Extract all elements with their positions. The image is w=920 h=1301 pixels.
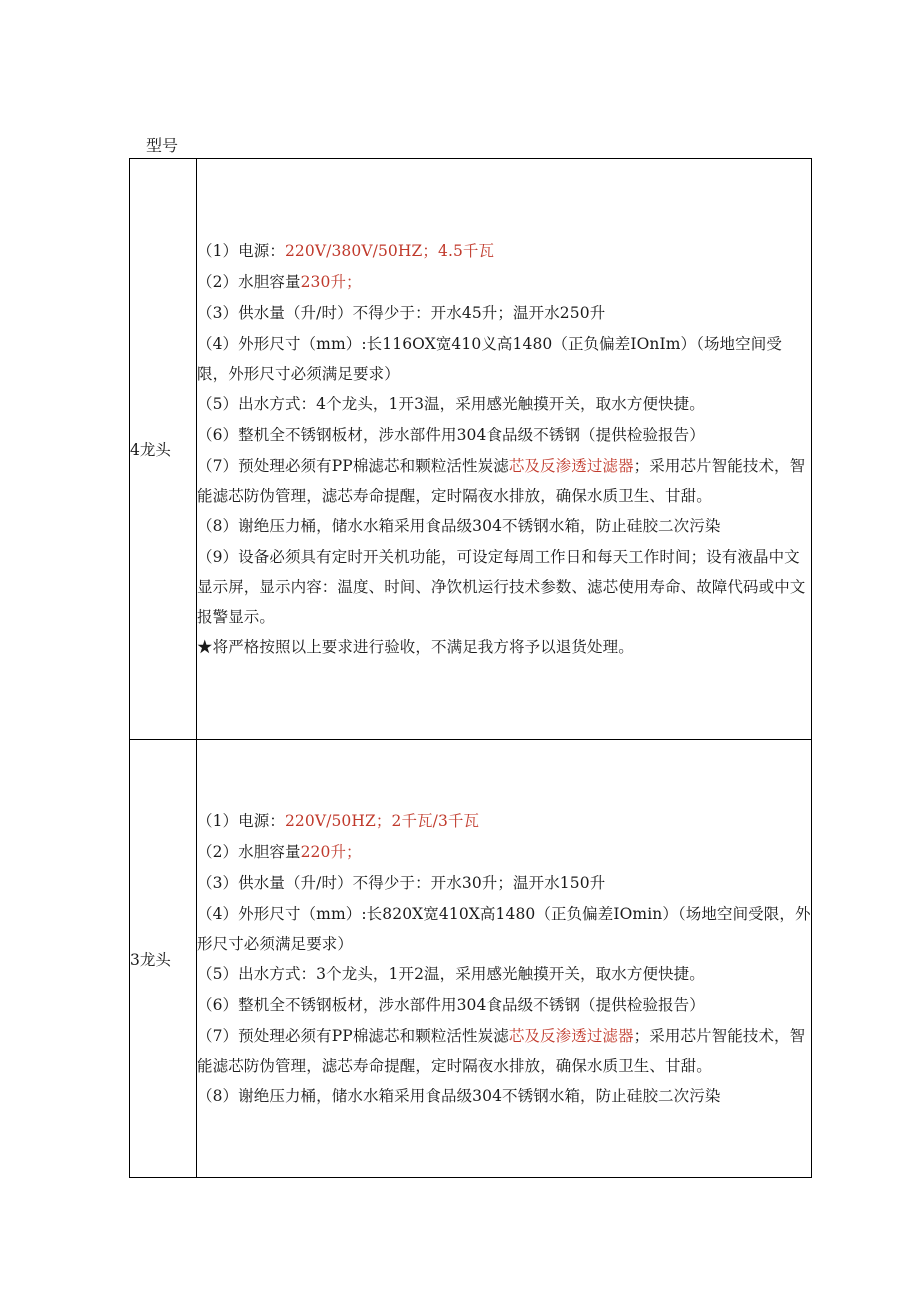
- highlight-text: 220V/50HZ；2千瓦/3千瓦: [284, 811, 480, 830]
- spec-line: （1）电源：220V/380V/50HZ；4.5千瓦: [197, 241, 495, 260]
- highlight-text: 芯及反渗透过滤器: [508, 1026, 634, 1045]
- model-cell: 3龙头: [130, 740, 197, 1178]
- spec-line: （2）水胆容量230升；: [197, 272, 362, 291]
- table-row: [130, 740, 812, 1178]
- spec-line: （7）预处理必须有PP棉滤芯和颗粒活性炭滤芯及反渗透过滤器；采用芯片智能技术，智能滤芯防伪管理，滤芯寿命提醒，定时隔夜水排放，确保水质卫生、甘甜。: [197, 456, 806, 505]
- spec-cell: [197, 740, 812, 1178]
- spec-line: （2）水胆容量220升；: [197, 842, 362, 861]
- spec-line: （8）谢绝压力桶，储水水箱采用食品级304不锈钢水箱，防止硅胶二次污染: [197, 1086, 721, 1105]
- model-cell: 4龙头: [130, 159, 197, 740]
- spec-line: （1）电源：220V/50HZ；2千瓦/3千瓦: [197, 811, 480, 830]
- acceptance-note: ★将严格按照以上要求进行验收，不满足我方将予以退货处理。: [197, 637, 634, 656]
- spec-table: [129, 158, 812, 1178]
- highlight-text: 芯及反渗透过滤器: [508, 456, 634, 475]
- spec-line: （5）出水方式：3个龙头，1开2温，采用感光触摸开关，取水方便快捷。: [197, 964, 705, 983]
- model-column-header: 型号: [146, 136, 179, 155]
- spec-line: （8）谢绝压力桶，储水水箱采用食品级304不锈钢水箱，防止硅胶二次污染: [197, 516, 721, 535]
- spec-line: （7）预处理必须有PP棉滤芯和颗粒活性炭滤芯及反渗透过滤器；采用芯片智能技术，智能滤芯防伪管理，滤芯寿命提醒，定时隔夜水排放，确保水质卫生、甘甜。: [197, 1026, 806, 1075]
- spec-line: （4）外形尺寸（mm）:长116OX宽410义高1480（正负偏差IOnIm）（场地空间受限，外形尺寸必须满足要求）: [197, 334, 782, 383]
- spec-line: （6）整机全不锈钢板材，涉水部件用304食品级不锈钢（提供检验报告）: [197, 995, 705, 1014]
- spec-cell: [197, 159, 812, 740]
- highlight-text: 230升；: [300, 272, 362, 291]
- spec-line: （3）供水量（升/时）不得少于：开水30升；温开水150升: [197, 873, 606, 892]
- highlight-text: 220升；: [300, 842, 362, 861]
- highlight-text: 220V/380V/50HZ；4.5千瓦: [284, 241, 495, 260]
- spec-line: （5）出水方式：4个龙头，1开3温，采用感光触摸开关，取水方便快捷。: [197, 394, 705, 413]
- spec-line: （9）设备必须具有定时开关机功能，可设定每周工作日和每天工作时间；设有液晶中文显示屏，显示内容：温度、时间、净饮机运行技术参数、滤芯使用寿命、故障代码或中文报警显示。: [197, 547, 806, 626]
- spec-line: （6）整机全不锈钢板材，涉水部件用304食品级不锈钢（提供检验报告）: [197, 425, 705, 444]
- spec-line: （3）供水量（升/时）不得少于：开水45升；温开水250升: [197, 303, 606, 322]
- spec-line: （4）外形尺寸（mm）:长820X宽410X高1480（正负偏差IOmin）（场地空间受限，外形尺寸必须满足要求）: [197, 904, 811, 953]
- table-row: [130, 159, 812, 740]
